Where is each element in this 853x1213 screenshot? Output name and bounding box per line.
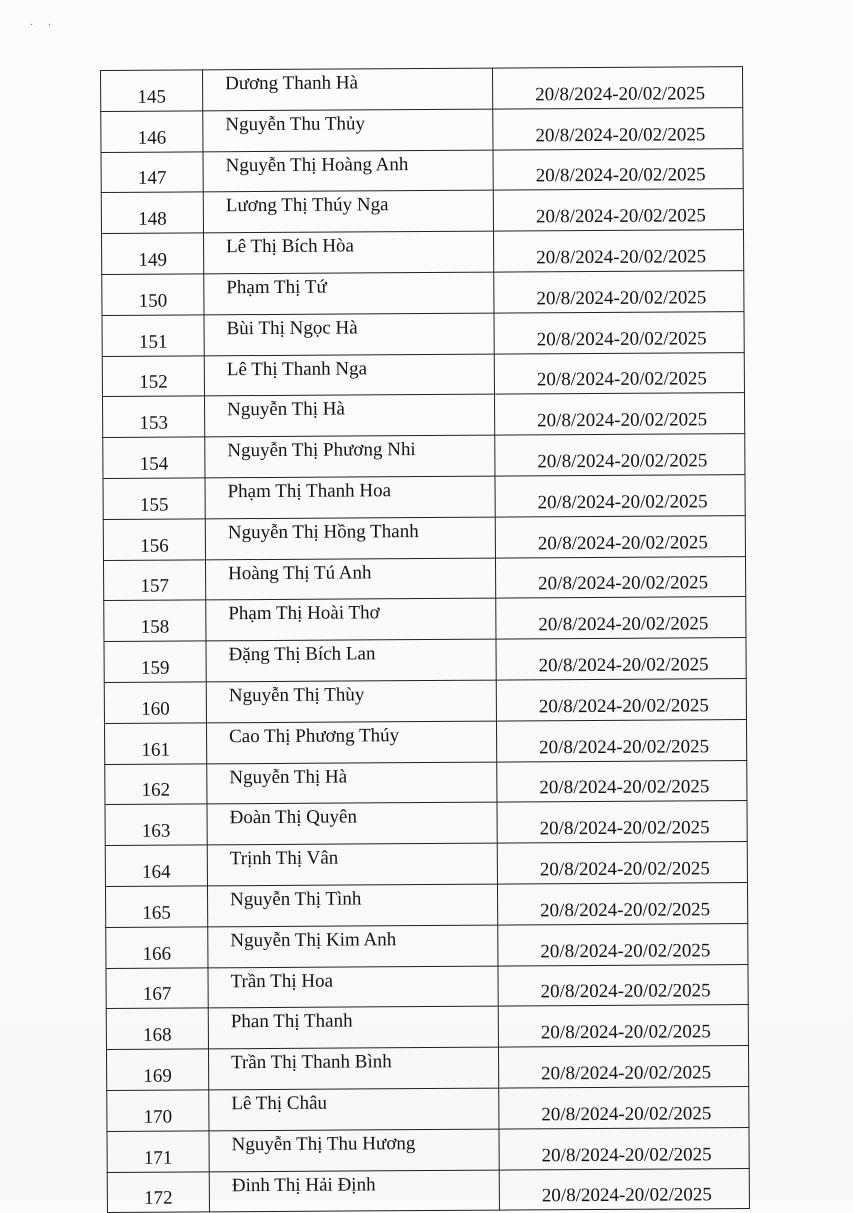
row-number-cell: 165 [105, 886, 207, 927]
period-cell: 20/8/2024-20/02/2025 [495, 515, 745, 557]
period-cell: 20/8/2024-20/02/2025 [493, 107, 743, 149]
table-row [101, 148, 743, 193]
row-number-cell: 160 [104, 682, 206, 723]
name-cell: Phạm Thị Thanh Hoa [205, 476, 495, 519]
row-number-cell: 157 [103, 559, 205, 600]
row-number-cell: 159 [104, 641, 206, 682]
name-cell: Nguyễn Thị Hoàng Anh [203, 150, 493, 193]
name-cell: Phan Thị Thanh [208, 1006, 498, 1049]
table-row [107, 1127, 749, 1172]
name-cell: Nguyễn Thị Thùy [206, 680, 496, 723]
row-number-cell: 151 [102, 315, 204, 356]
table-row [101, 107, 743, 152]
name-cell: Đinh Thị Hải Định [209, 1170, 499, 1213]
table-row [106, 964, 748, 1009]
table-row [106, 923, 748, 968]
row-number-cell: 167 [106, 967, 208, 1008]
period-cell: 20/8/2024-20/02/2025 [496, 638, 746, 680]
name-cell: Phạm Thị Hoài Thơ [206, 598, 496, 641]
table-row [102, 311, 744, 356]
name-cell: Lê Thị Bích Hòa [203, 231, 493, 274]
row-number-cell: 169 [106, 1049, 208, 1090]
row-number-cell: 154 [103, 437, 205, 478]
period-cell: 20/8/2024-20/02/2025 [499, 1168, 749, 1210]
period-cell: 20/8/2024-20/02/2025 [496, 719, 746, 761]
table-row [105, 760, 747, 805]
period-cell: 20/8/2024-20/02/2025 [494, 352, 744, 394]
table-row [101, 67, 743, 112]
table-row [102, 352, 744, 397]
name-cell: Nguyễn Thị Hà [204, 394, 494, 437]
name-cell: Nguyễn Thu Thủy [203, 109, 493, 152]
name-cell: Lương Thị Thúy Nga [203, 190, 493, 233]
period-cell: 20/8/2024-20/02/2025 [497, 842, 747, 884]
table-row [103, 556, 745, 601]
row-number-cell: 155 [103, 478, 205, 519]
row-number-cell: 153 [102, 396, 204, 437]
period-cell: 20/8/2024-20/02/2025 [497, 760, 747, 802]
row-number-cell: 164 [105, 845, 207, 886]
period-cell: 20/8/2024-20/02/2025 [496, 679, 746, 721]
row-number-cell: 158 [104, 600, 206, 641]
name-cell: Nguyễn Thị Tình [207, 884, 497, 927]
row-number-cell: 146 [101, 111, 203, 152]
row-number-cell: 168 [106, 1008, 208, 1049]
name-cell: Lê Thị Thanh Nga [204, 354, 494, 397]
table-row [101, 230, 743, 275]
period-cell: 20/8/2024-20/02/2025 [495, 475, 745, 517]
table-container [100, 66, 748, 1210]
row-number-cell: 171 [107, 1131, 209, 1172]
table-row [104, 719, 746, 764]
table-row [103, 475, 745, 520]
name-cell: Bùi Thị Ngọc Hà [204, 313, 494, 356]
row-number-cell: 162 [105, 763, 207, 804]
period-cell: 20/8/2024-20/02/2025 [498, 1046, 748, 1088]
name-cell: Nguyễn Thị Phương Nhi [205, 435, 495, 478]
period-cell: 20/8/2024-20/02/2025 [499, 1086, 749, 1128]
row-number-cell: 150 [102, 274, 204, 315]
name-cell: Nguyễn Thị Kim Anh [208, 925, 498, 968]
name-cell: Cao Thị Phương Thúy [206, 721, 496, 764]
table-row [102, 393, 744, 438]
period-cell: 20/8/2024-20/02/2025 [493, 148, 743, 190]
name-cell: Phạm Thị Tứ [204, 272, 494, 315]
row-number-cell: 149 [101, 233, 203, 274]
period-cell: 20/8/2024-20/02/2025 [498, 1005, 748, 1047]
row-number-cell: 156 [103, 519, 205, 560]
name-cell: Dương Thanh Hà [203, 68, 493, 111]
row-number-cell: 163 [105, 804, 207, 845]
name-cell: Hoàng Thị Tú Anh [205, 558, 495, 601]
table-row [107, 1168, 749, 1213]
table-row [106, 1046, 748, 1091]
period-cell: 20/8/2024-20/02/2025 [494, 311, 744, 353]
period-cell: 20/8/2024-20/02/2025 [493, 189, 743, 231]
period-cell: 20/8/2024-20/02/2025 [493, 230, 743, 272]
name-cell: Nguyễn Thị Thu Hương [209, 1129, 499, 1172]
table-row [104, 638, 746, 683]
period-cell: 20/8/2024-20/02/2025 [494, 393, 744, 435]
table-row [105, 882, 747, 927]
name-cell: Trịnh Thị Vân [207, 843, 497, 886]
period-cell: 20/8/2024-20/02/2025 [494, 271, 744, 313]
name-cell: Trần Thị Thanh Bình [208, 1047, 498, 1090]
period-cell: 20/8/2024-20/02/2025 [499, 1127, 749, 1169]
row-number-cell: 148 [101, 192, 203, 233]
row-number-cell: 147 [101, 151, 203, 192]
name-cell: Lê Thị Châu [209, 1088, 499, 1131]
period-cell: 20/8/2024-20/02/2025 [495, 556, 745, 598]
table-row [106, 1005, 748, 1050]
period-cell: 20/8/2024-20/02/2025 [496, 597, 746, 639]
period-cell: 20/8/2024-20/02/2025 [492, 67, 742, 109]
table-row [102, 271, 744, 316]
table-row [105, 801, 747, 846]
name-cell: Đặng Thị Bích Lan [206, 639, 496, 682]
period-cell: 20/8/2024-20/02/2025 [495, 434, 745, 476]
table-row [103, 434, 745, 479]
period-cell: 20/8/2024-20/02/2025 [498, 964, 748, 1006]
row-number-cell: 170 [107, 1090, 209, 1131]
row-number-cell: 166 [106, 927, 208, 968]
row-number-cell: 152 [102, 355, 204, 396]
name-cell: Đoàn Thị Quyên [207, 802, 497, 845]
scan-artifact: · · [30, 20, 58, 31]
table-row [103, 515, 745, 560]
table-row [101, 189, 743, 234]
period-cell: 20/8/2024-20/02/2025 [498, 923, 748, 965]
period-cell: 20/8/2024-20/02/2025 [497, 882, 747, 924]
row-number-cell: 161 [104, 723, 206, 764]
roster-table [100, 66, 750, 1213]
name-cell: Nguyễn Thị Hồng Thanh [205, 517, 495, 560]
row-number-cell: 145 [101, 70, 203, 111]
table-row [104, 597, 746, 642]
table-row [107, 1086, 749, 1131]
roster-table-body [101, 67, 750, 1213]
name-cell: Nguyễn Thị Hà [207, 762, 497, 805]
row-number-cell: 172 [107, 1171, 209, 1212]
table-row [105, 842, 747, 887]
table-row [104, 679, 746, 724]
name-cell: Trần Thị Hoa [208, 966, 498, 1009]
period-cell: 20/8/2024-20/02/2025 [497, 801, 747, 843]
